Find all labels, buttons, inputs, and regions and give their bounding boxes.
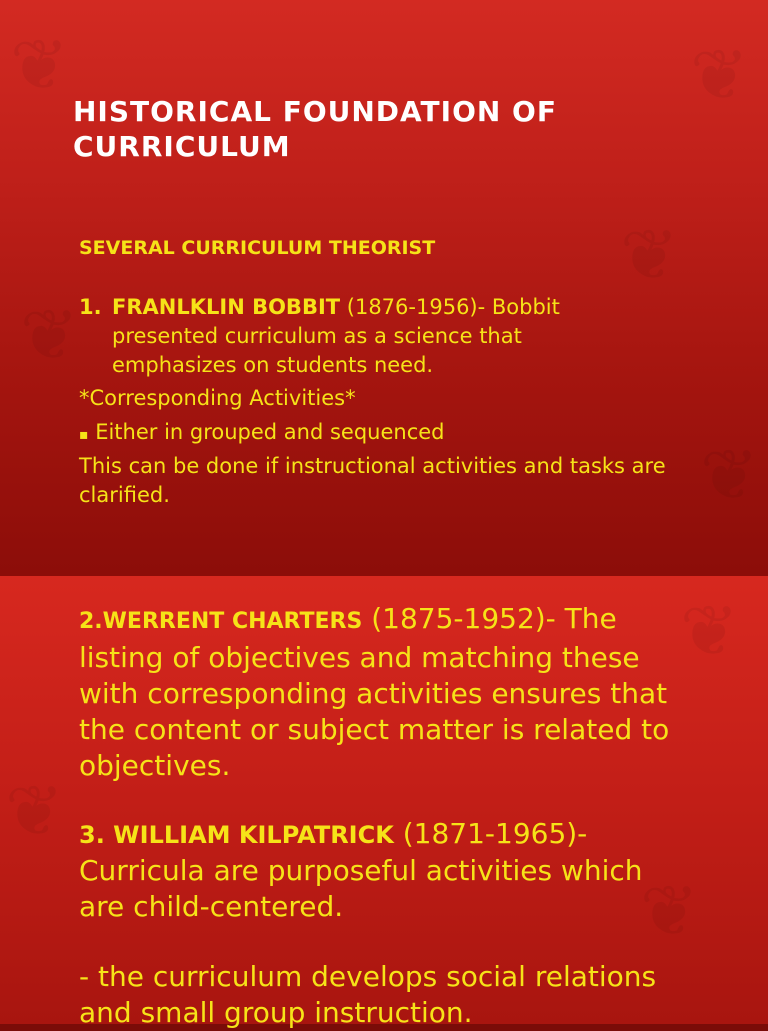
maple-leaf-icon: ❦: [700, 434, 759, 516]
theorist-description: (1876-1956)- Bobbit presented curriculum as a science that emphasizes on students need.: [112, 295, 560, 377]
section-subtitle: SEVERAL CURRICULUM THEORIST: [79, 237, 436, 259]
list-item-2: [79, 601, 679, 784]
list-item-1: [79, 293, 639, 380]
theorist-name: 3. WILLIAM KILPATRICK: [79, 821, 394, 849]
bullet-item: [79, 418, 445, 450]
maple-leaf-icon: ❦: [10, 24, 69, 106]
maple-leaf-icon: ❦: [690, 34, 749, 116]
maple-leaf-icon: ❦: [640, 870, 699, 952]
maple-leaf-icon: ❦: [5, 770, 64, 852]
maple-leaf-icon: ❦: [20, 294, 79, 376]
square-bullet-icon: ▪: [79, 427, 89, 443]
bullet-text: Either in grouped and sequenced: [95, 420, 445, 444]
maple-leaf-icon: ❦: [680, 590, 739, 672]
paragraph: This can be done if instructional activities and tasks are clarified.: [79, 454, 666, 507]
list-number: 1.: [79, 295, 102, 319]
slide-title: HISTORICAL FOUNDATION OF CURRICULUM: [73, 95, 557, 163]
list-item-3: [79, 816, 679, 925]
maple-leaf-icon: ❦: [620, 214, 679, 296]
activities-label: *Corresponding Activities*: [79, 386, 356, 410]
list-item-4: - the curriculum develops social relations and small group instruction.: [79, 960, 657, 1029]
theorist-description: (1871-1965)- Curricula are purposeful activities which are child-centered.: [79, 817, 643, 923]
theorist-name: 2.WERRENT CHARTERS: [79, 609, 363, 634]
theorist-description: (1875-1952)- The listing of objectives and matching these with corresponding activities ensures that the content or subject matter is related to objectives.: [79, 602, 670, 782]
theorist-name: FRANLKLIN BOBBIT: [112, 295, 341, 319]
